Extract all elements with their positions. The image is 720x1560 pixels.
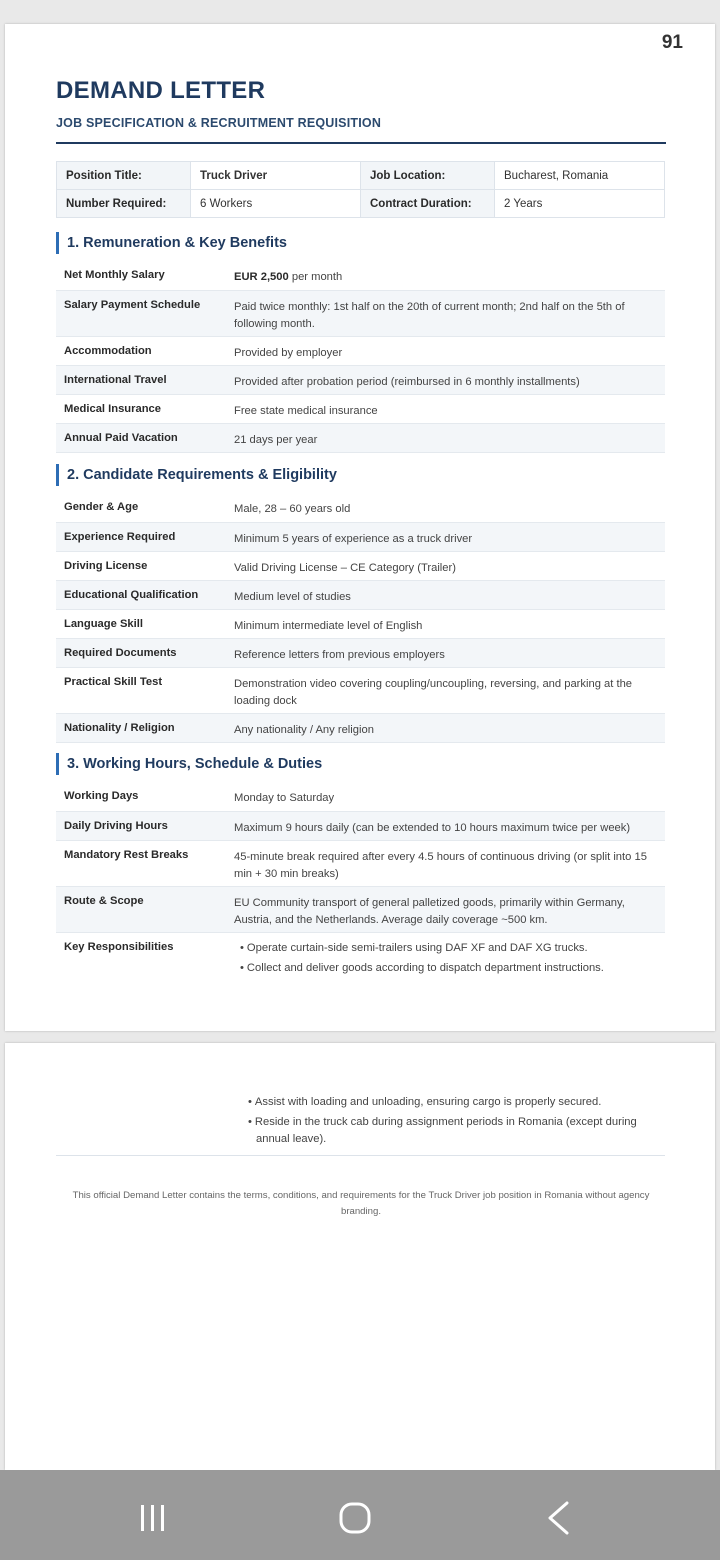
job-location-label: Job Location: bbox=[361, 162, 495, 190]
working-hours-table bbox=[56, 782, 665, 978]
table-row bbox=[56, 261, 665, 290]
back-button[interactable] bbox=[497, 1470, 617, 1560]
table-row bbox=[56, 609, 665, 638]
page-subtitle: JOB SPECIFICATION & RECRUITMENT REQUISITION bbox=[56, 116, 382, 130]
row-key: Experience Required bbox=[56, 522, 226, 551]
row-key: Key Responsibilities bbox=[56, 932, 226, 978]
table-row bbox=[56, 493, 665, 522]
table-row bbox=[56, 932, 665, 978]
row-key: Educational Qualification bbox=[56, 580, 226, 609]
table-row bbox=[56, 290, 665, 336]
title-divider bbox=[56, 142, 666, 144]
requirements-table bbox=[56, 493, 665, 743]
back-icon bbox=[497, 1470, 617, 1560]
table-row bbox=[56, 365, 665, 394]
row-key: Practical Skill Test bbox=[64, 675, 163, 688]
row-value bbox=[226, 261, 665, 290]
recents-button[interactable] bbox=[95, 1470, 215, 1560]
position-title-label: Position Title: bbox=[57, 162, 191, 190]
salary-unit: per month bbox=[288, 271, 343, 283]
row-key: Accommodation bbox=[64, 344, 152, 357]
table-row bbox=[56, 522, 665, 551]
summary-row bbox=[57, 190, 665, 218]
system-navigation-bar bbox=[0, 1470, 720, 1560]
row-key: Working Days bbox=[64, 790, 139, 802]
row-value: EU Community transport of general palletized goods, primarily within Germany, Austria, and the Netherlands. Average daily coverage ~500 km. bbox=[226, 886, 665, 932]
section-heading-remuneration: 1. Remuneration & Key Benefits bbox=[56, 232, 287, 254]
row-value: Minimum 5 years of experience as a truck driver bbox=[226, 522, 665, 551]
row-value: Monday to Saturday bbox=[234, 792, 335, 804]
footer-note: This official Demand Letter contains the terms, conditions, and requirements for the Truck Driver job position in Romania without agency branding. bbox=[72, 1190, 650, 1217]
table-row bbox=[56, 886, 665, 932]
row-key: International Travel bbox=[56, 365, 226, 394]
row-value: 21 days per year bbox=[226, 423, 665, 452]
footer-divider bbox=[56, 1155, 665, 1156]
contract-duration-value: 2 Years bbox=[495, 190, 665, 218]
row-key: Driving License bbox=[64, 559, 148, 572]
home-icon bbox=[295, 1470, 415, 1560]
row-value: Any nationality / Any religion bbox=[226, 713, 665, 742]
home-button[interactable] bbox=[295, 1470, 415, 1560]
row-value: Provided after probation period (reimbursed in 6 monthly installments) bbox=[226, 365, 665, 394]
table-row bbox=[56, 713, 665, 742]
row-value: Male, 28 – 60 years old bbox=[234, 503, 351, 515]
table-row bbox=[56, 638, 665, 667]
row-key: Net Monthly Salary bbox=[64, 269, 165, 281]
row-key: Route & Scope bbox=[56, 886, 226, 932]
table-row bbox=[56, 811, 665, 840]
summary-row bbox=[57, 162, 665, 190]
page-number: 91 bbox=[661, 32, 683, 53]
section-heading-working-hours: 3. Working Hours, Schedule & Duties bbox=[56, 753, 322, 775]
row-value: Reference letters from previous employers bbox=[226, 638, 665, 667]
document-page-1 bbox=[5, 24, 715, 1031]
list-item: • Reside in the truck cab during assignment periods in Romania (except during annual leave). bbox=[242, 1114, 642, 1148]
job-location-value: Bucharest, Romania bbox=[495, 162, 665, 190]
row-key: Daily Driving Hours bbox=[56, 811, 226, 840]
salary-amount: EUR 2,500 bbox=[234, 271, 289, 283]
row-key: Language Skill bbox=[64, 617, 143, 630]
row-value: Valid Driving License – CE Category (Trailer) bbox=[234, 561, 456, 574]
section-heading-requirements: 2. Candidate Requirements & Eligibility bbox=[56, 464, 337, 486]
position-title-value: Truck Driver bbox=[191, 162, 361, 190]
row-value: Demonstration video covering coupling/uncoupling, reversing, and parking at the loading dock bbox=[234, 677, 633, 707]
row-key: Gender & Age bbox=[64, 501, 139, 513]
table-row bbox=[56, 580, 665, 609]
remuneration-table bbox=[56, 261, 665, 453]
number-required-label: Number Required: bbox=[57, 190, 191, 218]
responsibilities-continued bbox=[242, 1094, 642, 1151]
list-item: • Operate curtain-side semi-trailers using DAF XF and DAF XG trucks. bbox=[234, 938, 657, 958]
row-value bbox=[226, 932, 665, 978]
number-required-value: 6 Workers bbox=[191, 190, 361, 218]
row-key: Annual Paid Vacation bbox=[56, 423, 226, 452]
table-row bbox=[56, 423, 665, 452]
recents-icon bbox=[95, 1470, 215, 1560]
document-page-2 bbox=[5, 1043, 715, 1470]
row-value: Minimum intermediate level of English bbox=[234, 619, 423, 632]
row-value: 45-minute break required after every 4.5 hours of continuous driving (or split into 15 min + 30 min breaks) bbox=[234, 850, 647, 880]
list-item: • Collect and deliver goods according to dispatch department instructions. bbox=[234, 958, 657, 978]
row-value: Provided by employer bbox=[234, 346, 343, 359]
table-row bbox=[56, 394, 665, 423]
table-row bbox=[56, 667, 665, 713]
row-key: Medical Insurance bbox=[64, 402, 161, 415]
contract-duration-label: Contract Duration: bbox=[361, 190, 495, 218]
row-key: Mandatory Rest Breaks bbox=[64, 848, 189, 861]
page-title: DEMAND LETTER bbox=[56, 77, 266, 104]
row-key: Nationality / Religion bbox=[56, 713, 226, 742]
table-row bbox=[56, 551, 665, 580]
table-row bbox=[56, 782, 665, 811]
table-row bbox=[56, 336, 665, 365]
summary-table bbox=[56, 161, 665, 218]
row-key: Salary Payment Schedule bbox=[56, 290, 226, 336]
row-key: Required Documents bbox=[56, 638, 226, 667]
row-value: Medium level of studies bbox=[226, 580, 665, 609]
row-value: Paid twice monthly: 1st half on the 20th of current month; 2nd half on the 5th of following month. bbox=[226, 290, 665, 336]
row-value: Free state medical insurance bbox=[234, 404, 378, 417]
table-row bbox=[56, 840, 665, 886]
list-item: • Assist with loading and unloading, ensuring cargo is properly secured. bbox=[242, 1094, 642, 1111]
row-value: Maximum 9 hours daily (can be extended to 10 hours maximum twice per week) bbox=[226, 811, 665, 840]
